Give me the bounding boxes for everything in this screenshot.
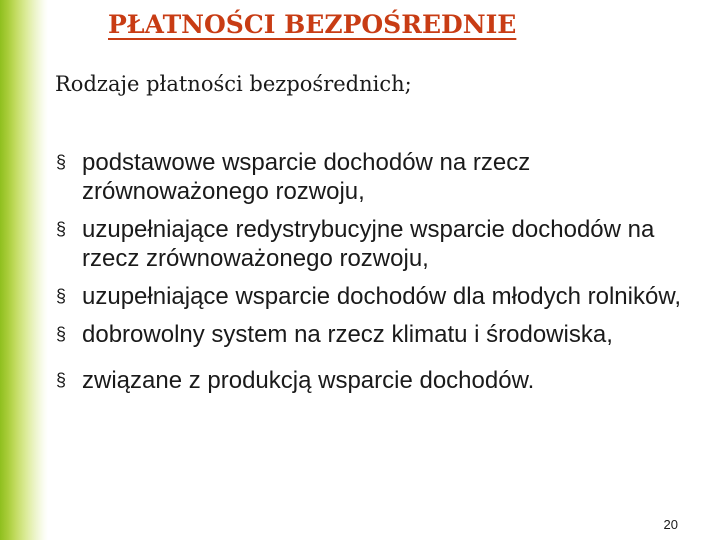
page-number: 20 — [663, 517, 678, 532]
bullet-item — [56, 320, 696, 349]
bullet-item — [56, 148, 696, 206]
bullet-list — [56, 148, 696, 404]
bullet-text: dobrowolny system na rzecz klimatu i środowiska, — [82, 321, 613, 348]
bullet-item — [56, 282, 696, 311]
bullet-text: uzupełniające wsparcie dochodów dla młodych rolników, — [82, 283, 682, 310]
bullet-marker-icon: § — [56, 370, 67, 390]
decorative-side-band — [0, 0, 48, 540]
bullet-item — [56, 366, 696, 395]
bullet-item — [56, 215, 696, 273]
bullet-text: uzupełniające redystrybucyjne wsparcie dochodów na rzecz zrównoważonego rozwoju, — [82, 216, 655, 272]
bullet-marker-icon: § — [56, 286, 67, 306]
bullet-marker-icon: § — [56, 152, 67, 172]
bullet-marker-icon: § — [56, 324, 67, 344]
bullet-text: podstawowe wsparcie dochodów na rzecz zrównoważonego rozwoju, — [82, 149, 531, 205]
slide-subtitle: Rodzaje płatności bezpośrednich; — [55, 72, 412, 96]
bullet-text: związane z produkcją wsparcie dochodów. — [82, 367, 535, 394]
bullet-marker-icon: § — [56, 219, 67, 239]
slide-title: PŁATNOŚCI BEZPOŚREDNIE — [108, 10, 517, 39]
